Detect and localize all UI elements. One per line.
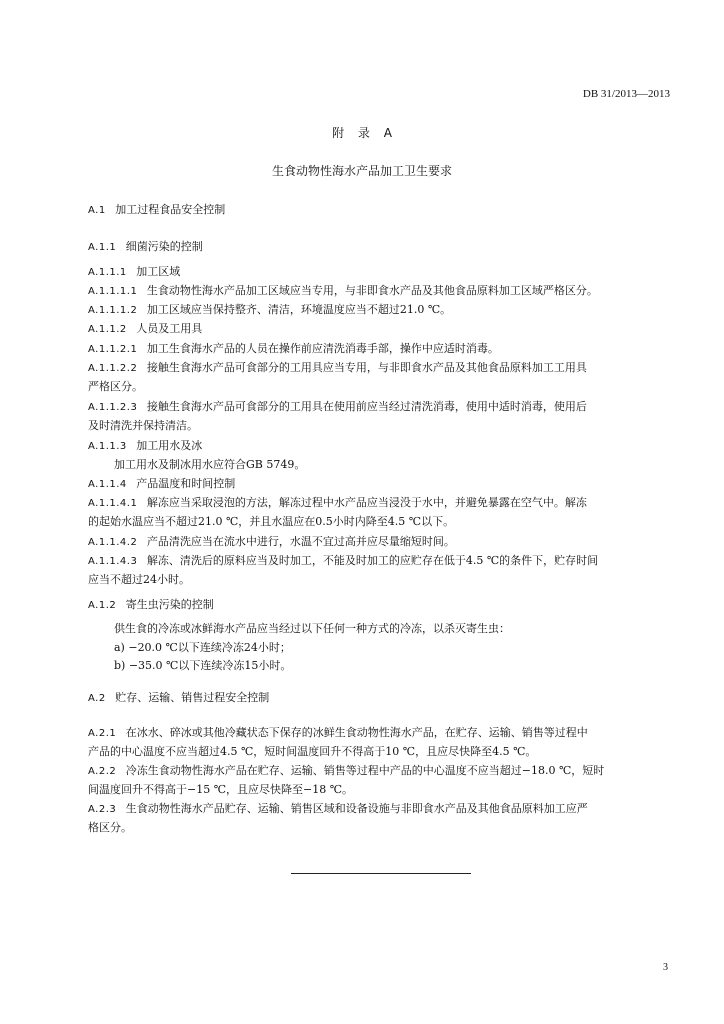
list-item: b) −35.0 ℃以下连续冷冻15小时。 bbox=[114, 659, 292, 672]
list-item: a) −20.0 ℃以下连续冷冻24小时； bbox=[114, 641, 291, 654]
clause-line: A.1.1.2.2 接触生食海水产品可食部分的工用具应当专用，与非即食水产品及其他食品原料加工工用具 bbox=[88, 361, 587, 374]
section-heading: A.1.1.2 人员及工用具 bbox=[88, 322, 203, 335]
appendix-label: 附 录 A bbox=[332, 126, 392, 140]
end-separator-line bbox=[291, 873, 471, 874]
clause-line: A.1.1.2.3 接触生食海水产品可食部分的工用具在使用前应当经过清洗消毒，使用中适时消毒，使用后 bbox=[88, 400, 587, 413]
clause-continuation: 产品的中心温度不应当超过4.5 ℃，短时间温度回升不得高于10 ℃，且应尽快降至4.5 ℃。 bbox=[88, 745, 537, 758]
clause-body: 供生食的冷冻或冰鲜海水产品应当经过以下任何一种方式的冷冻，以杀灭寄生虫： bbox=[114, 622, 510, 635]
clause-line: A.1.1.2.1 加工生食海水产品的人员在操作前应清洗消毒手部，操作中应适时消毒。 bbox=[88, 342, 499, 355]
clause-line: A.1.1.1.1 生食动物性海水产品加工区域应当专用，与非即食水产品及其他食品原料加工区域严格区分。 bbox=[88, 284, 598, 297]
section-heading: A.1.1.1 加工区域 bbox=[88, 265, 181, 278]
page-number: 3 bbox=[663, 962, 668, 973]
clause-continuation: 及时清洗并保持清洁。 bbox=[88, 419, 198, 432]
clause-line: A.1.1.4.3 解冻、清洗后的原料应当及时加工，不能及时加工的应贮存在低于4.5 ℃的条件下，贮存时间 bbox=[88, 554, 599, 567]
clause-continuation: 格区分。 bbox=[88, 821, 132, 834]
clause-continuation: 严格区分。 bbox=[88, 380, 143, 393]
section-heading: A.1.2 寄生虫污染的控制 bbox=[88, 598, 214, 611]
clause-line: A.2.1 在冰水、碎冰或其他冷藏状态下保存的冰鲜生食动物性海水产品，在贮存、运输、销售等过程中 bbox=[88, 726, 588, 739]
section-heading: A.1.1.3 加工用水及冰 bbox=[88, 439, 203, 452]
section-heading: A.1.1 细菌污染的控制 bbox=[88, 240, 203, 253]
section-heading: A.1 加工过程食品安全控制 bbox=[88, 203, 226, 216]
clause-continuation: 间温度回升不得高于−15 ℃，且应尽快降至−18 ℃。 bbox=[88, 783, 354, 796]
clause-line: A.1.1.4.2 产品清洗应当在流水中进行，水温不宜过高并应尽量缩短时间。 bbox=[88, 535, 455, 548]
clause-line: A.1.1.1.2 加工区域应当保持整齐、清洁，环境温度应当不超过21.0 ℃。 bbox=[88, 303, 452, 316]
document-code-header: DB 31/2013—2013 bbox=[582, 88, 670, 100]
clause-line: A.2.3 生食动物性海水产品贮存、运输、销售区域和设备设施与非即食水产品及其他食品原料加工应严 bbox=[88, 802, 588, 815]
clause-continuation: 应当不超过24小时。 bbox=[88, 573, 190, 586]
section-heading: A.1.1.4 产品温度和时间控制 bbox=[88, 477, 236, 490]
clause-line: A.2.2 冷冻生食动物性海水产品在贮存、运输、销售等过程中产品的中心温度不应当超过−18.0 ℃，短时 bbox=[88, 764, 605, 777]
section-heading: A.2 贮存、运输、销售过程安全控制 bbox=[88, 691, 270, 704]
appendix-title: 生食动物性海水产品加工卫生要求 bbox=[271, 164, 452, 178]
clause-body: 加工用水及制冰用水应符合GB 5749。 bbox=[114, 458, 306, 471]
clause-line: A.1.1.4.1 解冻应当采取浸泡的方法，解冻过程中水产品应当浸没于水中，并避免暴露在空气中。解冻 bbox=[88, 496, 587, 509]
clause-continuation: 的起始水温应当不超过21.0 ℃，并且水温应在0.5小时内降至4.5 ℃以下。 bbox=[88, 515, 455, 528]
